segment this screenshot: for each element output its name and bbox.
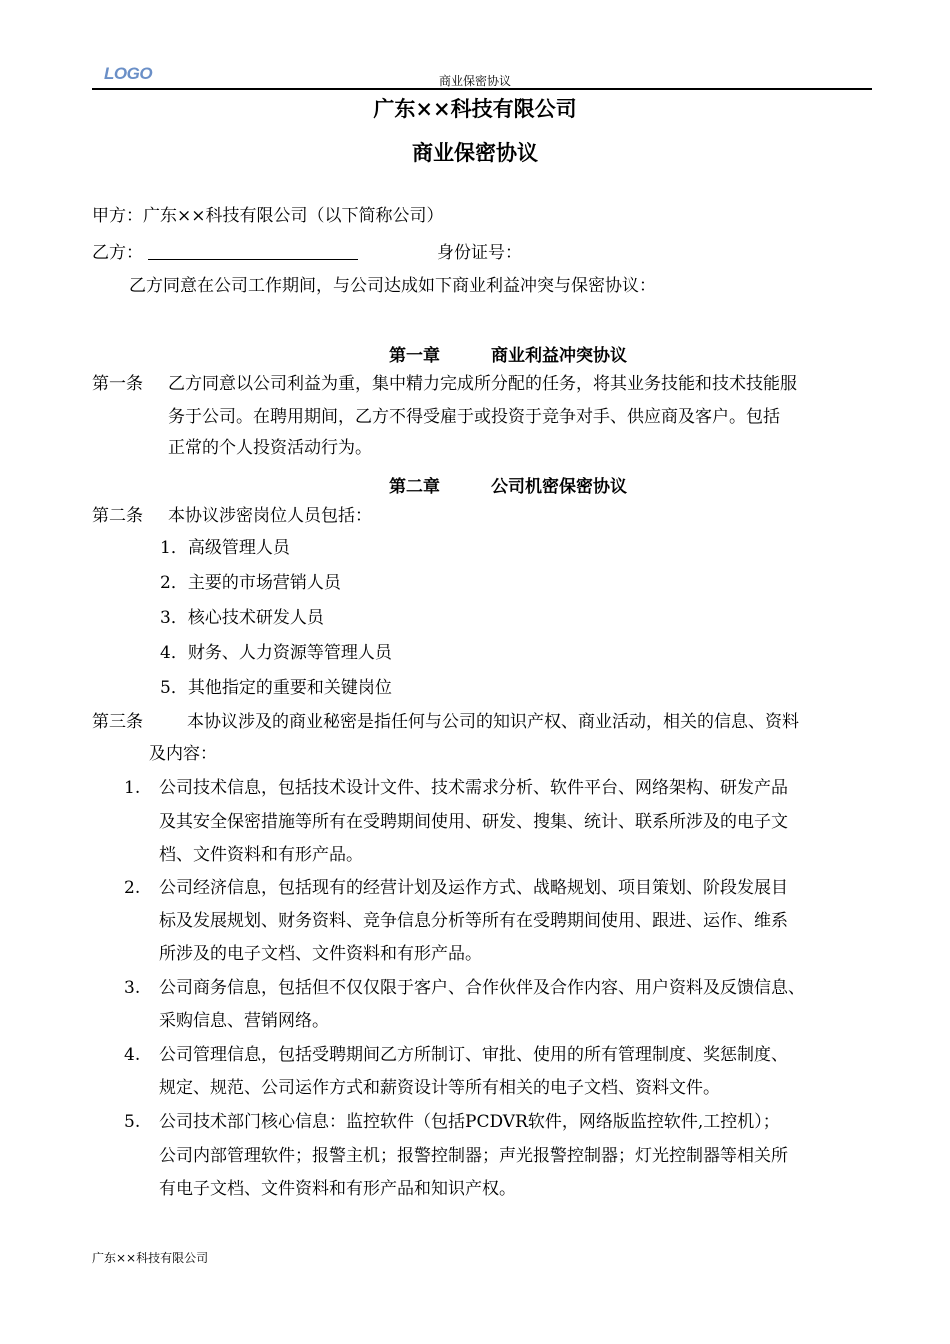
article1-label: 第一条	[92, 374, 143, 394]
id-number-label: 身份证号：	[437, 243, 522, 263]
item-line: 公司管理信息，包括受聘期间乙方所制订、审批、使用的所有管理制度、奖惩制度、	[159, 1045, 788, 1065]
item-number: 3.	[124, 978, 141, 998]
article3-label: 第三条	[92, 712, 143, 732]
chapter2-number: 第二章	[389, 477, 440, 497]
item-line: 档、文件资料和有形产品。	[159, 845, 363, 865]
party-a: 甲方：广东××科技有限公司（以下简称公司）	[92, 206, 444, 226]
intro-text: 乙方同意在公司工作期间，与公司达成如下商业利益冲突与保密协议：	[129, 276, 656, 296]
item-line: 采购信息、营销网络。	[159, 1011, 329, 1031]
item-line: 标及发展规划、财务资料、竞争信息分析等所有在受聘期间使用、跟进、运作、维系	[159, 911, 788, 931]
party-b-label: 乙方：	[92, 243, 143, 263]
item-line: 公司技术信息，包括技术设计文件、技术需求分析、软件平台、网络架构、研发产品	[159, 778, 788, 798]
header-title: 商业保密协议	[438, 74, 511, 88]
article3-line: 本协议涉及的商业秘密是指任何与公司的知识产权、商业活动，相关的信息、资料	[187, 712, 799, 732]
item-number: 1.	[124, 778, 141, 798]
logo: LOGO	[104, 64, 153, 83]
article2-text: 本协议涉密岗位人员包括：	[168, 506, 372, 526]
article2-label: 第二条	[92, 506, 143, 526]
article3-line: 及内容：	[149, 744, 217, 764]
header-divider	[92, 88, 872, 90]
item-number: 4.	[124, 1045, 141, 1065]
item-number: 5.	[124, 1112, 141, 1132]
item-line: 有电子文档、文件资料和有形产品和知识产权。	[159, 1179, 516, 1199]
chapter1-number: 第一章	[389, 346, 440, 366]
list-item: 4．财务、人力资源等管理人员	[160, 643, 392, 663]
item-line: 公司经济信息，包括现有的经营计划及运作方式、战略规划、项目策划、阶段发展目	[159, 878, 788, 898]
item-line: 所涉及的电子文档、文件资料和有形产品。	[159, 944, 482, 964]
party-b-blank	[148, 240, 358, 260]
company-title: 广东××科技有限公司	[373, 96, 577, 121]
item-line: 及其安全保密措施等所有在受聘期间使用、研发、搜集、统计、联系所涉及的电子文	[159, 812, 788, 832]
list-item: 1．高级管理人员	[160, 538, 290, 558]
item-line: 规定、规范、公司运作方式和薪资设计等所有相关的电子文档、资料文件。	[159, 1078, 720, 1098]
item-line: 公司内部管理软件；报警主机；报警控制器；声光报警控制器；灯光控制器等相关所	[159, 1146, 788, 1166]
list-item: 2．主要的市场营销人员	[160, 573, 341, 593]
footer-company: 广东××科技有限公司	[92, 1251, 209, 1265]
list-item: 3．核心技术研发人员	[160, 608, 324, 628]
article1-line: 乙方同意以公司利益为重，集中精力完成所分配的任务，将其业务技能和技术技能服	[168, 374, 797, 394]
chapter2-title: 公司机密保密协议	[491, 477, 627, 497]
item-number: 2.	[124, 878, 141, 898]
article1-line: 正常的个人投资活动行为。	[168, 438, 372, 458]
item-line: 公司技术部门核心信息：监控软件（包括PCDVR软件，网络版监控软件,工控机）；	[159, 1112, 780, 1132]
chapter1-title: 商业利益冲突协议	[491, 346, 627, 366]
document-title: 商业保密协议	[412, 140, 538, 165]
list-item: 5．其他指定的重要和关键岗位	[160, 678, 392, 698]
article1-line: 务于公司。在聘用期间，乙方不得受雇于或投资于竞争对手、供应商及客户。包括	[168, 407, 780, 427]
item-line: 公司商务信息，包括但不仅仅限于客户、合作伙伴及合作内容、用户资料及反馈信息、	[159, 978, 805, 998]
